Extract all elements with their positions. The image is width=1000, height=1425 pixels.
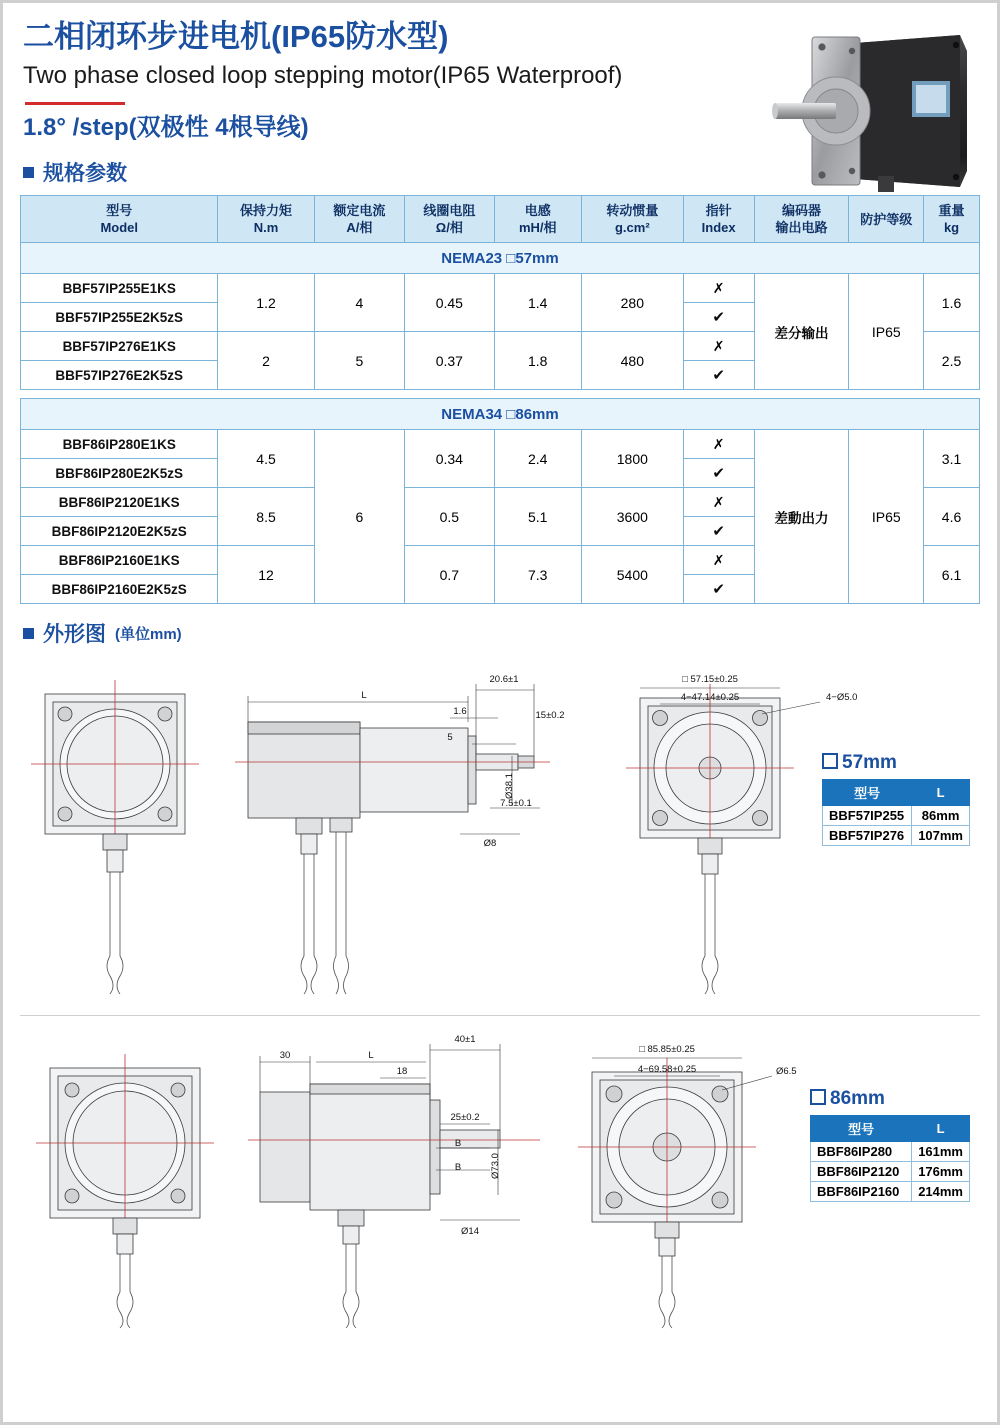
page-title-cn: 二相闭环步进电机(IP65防水型) <box>23 19 449 54</box>
dim-d1-57: 1.6 <box>453 706 467 717</box>
dim-L-57: L <box>361 690 367 701</box>
group-row-nema23 <box>21 243 980 274</box>
dim-back-86: 30 <box>279 1050 291 1061</box>
cell-model: BBF86IP2120E1KS <box>21 488 218 517</box>
frame-size-label-86: 86mm <box>810 1088 970 1110</box>
cell-inductance: 1.4 <box>494 274 581 332</box>
cell-model: BBF86IP2160E2K5zS <box>21 575 218 604</box>
cell-current: 5 <box>314 332 404 390</box>
dim-col-model: 型号 <box>823 780 912 806</box>
col-torque: 保持力矩 N.m <box>218 196 314 243</box>
dim-table-header-row <box>823 780 970 806</box>
square-icon <box>822 753 838 769</box>
dim-col-length: L <box>912 780 970 806</box>
dim-flat-57: 15±0.2 <box>535 710 565 721</box>
cell-inertia: 480 <box>581 332 683 390</box>
cell-weight: 6.1 <box>924 546 980 604</box>
col-encoder-output: 编码器 输出电路 <box>754 196 849 243</box>
table-row <box>21 430 980 459</box>
cell-protection: IP65 <box>849 430 924 604</box>
cell-model: BBF57IP276E2K5zS <box>21 361 218 390</box>
dim-table-header-row <box>811 1116 970 1142</box>
cell-weight: 3.1 <box>924 430 980 488</box>
cell-inductance: 1.8 <box>494 332 581 390</box>
col-protection: 防护等级 <box>849 196 924 243</box>
cell-current: 4 <box>314 274 404 332</box>
dim-shaftdia-57: Ø8 <box>483 838 497 849</box>
table-header-row <box>21 196 980 243</box>
dim-cell-model: BBF86IP280 <box>811 1142 912 1162</box>
cell-index: ✔ <box>683 459 754 488</box>
cell-model: BBF86IP280E1KS <box>21 430 218 459</box>
title-divider <box>25 102 125 105</box>
specification-table <box>20 195 980 604</box>
cell-weight: 2.5 <box>924 332 980 390</box>
drawings-area <box>20 656 980 1375</box>
dim-panel-57 <box>822 752 970 846</box>
dim-cell-model: BBF57IP255 <box>823 806 912 826</box>
col-weight: 重量 kg <box>924 196 980 243</box>
dim-square-57: □ 57.15±0.25 <box>682 674 738 685</box>
dim-shaftlen-86: 40±1 <box>454 1034 476 1045</box>
cell-encoder-output: 差分输出 <box>754 274 849 390</box>
outline-section-title: 外形图 <box>43 623 106 646</box>
drawing-86mm <box>20 1020 980 1375</box>
dim-cell-length: 176mm <box>912 1162 970 1182</box>
cell-resistance: 0.34 <box>405 430 494 488</box>
group-label-nema34: NEMA34 □86mm <box>21 399 980 430</box>
dim-cell-length: 107mm <box>912 826 970 846</box>
dim-cell-model: BBF57IP276 <box>823 826 912 846</box>
cell-torque: 2 <box>218 332 314 390</box>
dim-b1-86: B <box>454 1138 462 1149</box>
dim-cell-model: BBF86IP2120 <box>811 1162 912 1182</box>
dim-table-86 <box>810 1115 970 1202</box>
group-label-nema23: NEMA23 □57mm <box>21 243 980 274</box>
page-subtitle: 1.8° /step(双极性 4根导线) <box>23 114 309 141</box>
dim-shaftdia-86: Ø14 <box>461 1226 479 1237</box>
bullet-square-icon <box>23 628 34 639</box>
dim-L-86: L <box>368 1050 374 1061</box>
dim-table-row <box>811 1162 970 1182</box>
dim-b2-86: B <box>454 1162 462 1173</box>
cell-inductance: 5.1 <box>494 488 581 546</box>
dim-pilot-57: Ø38.1 <box>504 773 515 799</box>
document-header <box>3 3 997 143</box>
dim-table-row <box>823 806 970 826</box>
cell-inductance: 2.4 <box>494 430 581 488</box>
spec-section-title: 规格参数 <box>43 162 127 185</box>
motor-product-image <box>760 21 975 201</box>
dim-cell-model: BBF86IP2160 <box>811 1182 912 1202</box>
dim-table-row <box>811 1142 970 1162</box>
dim-boltcircle-86: 4−69.58±0.25 <box>637 1064 697 1075</box>
group-row-nema34 <box>21 399 980 430</box>
cell-inertia: 5400 <box>581 546 683 604</box>
page-title-en: Two phase closed loop stepping motor(IP65 Waterproof) <box>23 62 623 89</box>
dim-table-row <box>811 1182 970 1202</box>
dim-d2-57: 5 <box>447 732 453 743</box>
dim-table-row <box>823 826 970 846</box>
cell-model: BBF86IP2160E1KS <box>21 546 218 575</box>
drawing-57mm <box>20 656 980 1011</box>
table-row <box>21 274 980 303</box>
cell-resistance: 0.7 <box>405 546 494 604</box>
dim-boltcircle-57: 4−47.14±0.25 <box>680 692 740 703</box>
dim-pilot-86: Ø73.0 <box>490 1153 501 1179</box>
square-icon <box>810 1089 826 1105</box>
outline-section-unit: (单位mm) <box>115 625 182 643</box>
frame-size-label-57: 57mm <box>822 752 970 774</box>
group-spacer <box>21 390 980 399</box>
col-current: 额定电流 A/相 <box>314 196 404 243</box>
dim-cell-length: 86mm <box>912 806 970 826</box>
dim-table-57 <box>822 779 970 846</box>
cell-torque: 8.5 <box>218 488 314 546</box>
outline-section-heading <box>23 618 997 648</box>
cell-index: ✔ <box>683 361 754 390</box>
cell-model: BBF57IP255E2K5zS <box>21 303 218 332</box>
cell-model: BBF57IP255E1KS <box>21 274 218 303</box>
col-index: 指针 Index <box>683 196 754 243</box>
cell-torque: 4.5 <box>218 430 314 488</box>
dim-cell-length: 214mm <box>912 1182 970 1202</box>
cell-weight: 1.6 <box>924 274 980 332</box>
dim-shaftlen-57: 20.6±1 <box>489 674 519 685</box>
cell-weight: 4.6 <box>924 488 980 546</box>
cell-protection: IP65 <box>849 274 924 390</box>
dim-square-86: □ 85.85±0.25 <box>639 1044 695 1055</box>
col-inductance: 电感 mH/相 <box>494 196 581 243</box>
cell-encoder-output: 差動出力 <box>754 430 849 604</box>
cell-inertia: 3600 <box>581 488 683 546</box>
dim-hole-86: Ø6.5 <box>776 1066 797 1077</box>
cell-torque: 1.2 <box>218 274 314 332</box>
cell-inertia: 1800 <box>581 430 683 488</box>
cell-model: BBF57IP276E1KS <box>21 332 218 361</box>
cell-index: ✔ <box>683 303 754 332</box>
dim-step-57: 7.5±0.1 <box>500 798 532 809</box>
cell-index: ✗ <box>683 332 754 361</box>
col-resistance: 线圈电阻 Ω/相 <box>405 196 494 243</box>
dim-cell-length: 161mm <box>912 1142 970 1162</box>
cell-current: 6 <box>314 430 404 604</box>
dim-col-model: 型号 <box>811 1116 912 1142</box>
cell-index: ✗ <box>683 488 754 517</box>
dim-panel-86 <box>810 1088 970 1202</box>
dim-d1-86: 18 <box>396 1066 408 1077</box>
cell-resistance: 0.45 <box>405 274 494 332</box>
cell-model: BBF86IP280E2K5zS <box>21 459 218 488</box>
cell-model: BBF86IP2120E2K5zS <box>21 517 218 546</box>
bullet-square-icon <box>23 167 34 178</box>
cell-inertia: 280 <box>581 274 683 332</box>
drawing-divider <box>20 1015 980 1016</box>
cell-torque: 12 <box>218 546 314 604</box>
col-model: 型号 Model <box>21 196 218 243</box>
cell-index: ✔ <box>683 517 754 546</box>
cell-index: ✗ <box>683 274 754 303</box>
cell-inductance: 7.3 <box>494 546 581 604</box>
col-inertia: 转动惯量 g.cm² <box>581 196 683 243</box>
table-header <box>21 196 980 243</box>
dim-col-length: L <box>912 1116 970 1142</box>
dim-flat-86: 25±0.2 <box>450 1112 480 1123</box>
cell-resistance: 0.37 <box>405 332 494 390</box>
table-body <box>21 243 980 604</box>
cell-index: ✔ <box>683 575 754 604</box>
cell-resistance: 0.5 <box>405 488 494 546</box>
dim-hole-57: 4−Ø5.0 <box>826 692 858 703</box>
cell-index: ✗ <box>683 430 754 459</box>
cell-index: ✗ <box>683 546 754 575</box>
